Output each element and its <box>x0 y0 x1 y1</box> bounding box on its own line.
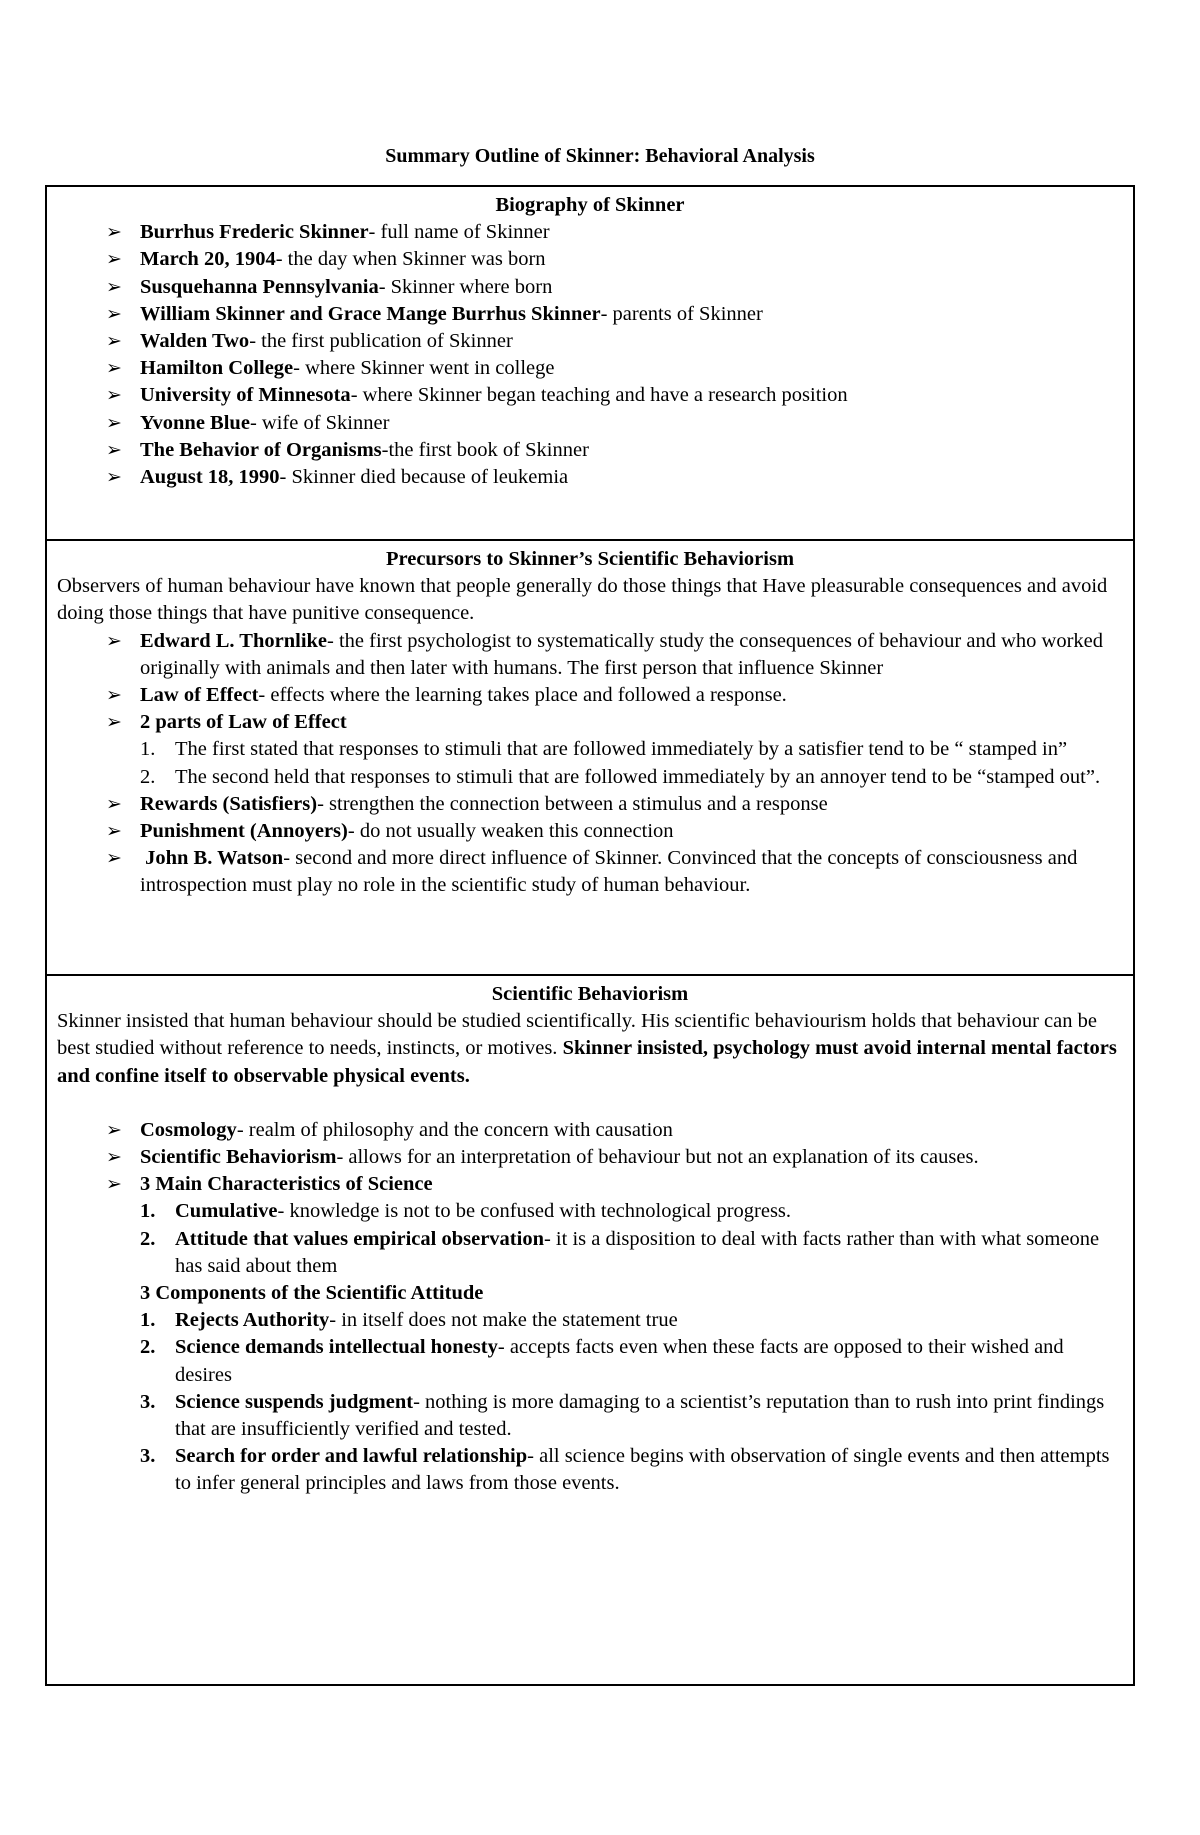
list-item: ➢ 3 Main Characteristics of Science <box>140 1171 1123 1198</box>
arrow-bullet-icon: ➢ <box>106 821 122 843</box>
list-item: ➢ Edward L. Thornlike- the first psychologist to systematically study the consequences of behaviour and who worked originally with animals and then later with humans. The first person that influence Skinner <box>106 629 1104 679</box>
precursors-section <box>47 541 1133 976</box>
components-heading: 3 Components of the Scientific Attitude <box>140 1282 484 1305</box>
list-item: ➢ The Behavior of Organisms-the first book of Skinner <box>140 437 1123 464</box>
arrow-bullet-icon: ➢ <box>106 222 122 244</box>
arrow-bullet-icon: ➢ <box>106 249 122 271</box>
precursors-list-2 <box>57 791 1123 900</box>
arrow-bullet-icon: ➢ <box>106 331 122 353</box>
list-item: ➢ Law of Effect- effects where the learning takes place and followed a response. <box>140 682 1123 709</box>
list-item: ➢ 2 parts of Law of Effect <box>140 709 1123 736</box>
characteristics-list <box>57 1198 1123 1280</box>
list-item: ➢ Burrhus Frederic Skinner- full name of Skinner <box>140 219 1123 246</box>
arrow-bullet-icon: ➢ <box>106 412 122 434</box>
list-item: ➢ University of Minnesota- where Skinner began teaching and have a research position <box>140 382 1123 409</box>
list-item: 1. The first stated that responses to stimuli that are followed immediately by a satisfier tend to be “ stamped in” <box>140 738 1068 761</box>
list-item: 3. Search for order and lawful relationship- all science begins with observation of single events and then attempts to infer general principles and laws from those events. <box>140 1445 1110 1495</box>
precursors-list <box>57 628 1123 737</box>
outline-table <box>45 185 1135 1686</box>
arrow-bullet-icon: ➢ <box>106 685 122 707</box>
document-title: Summary Outline of Skinner: Behavioral Analysis <box>385 145 815 167</box>
scientific-intro: Skinner insisted that human behaviour should be studied scientifically. His scientific behaviourism holds that behaviour can be best studied without reference to needs, instincts, or motives. Skinner insisted, psychology must avoid internal mental factors and confine itself to observable physical events. <box>57 1010 1117 1087</box>
law-of-effect-parts <box>57 736 1123 790</box>
list-item: ➢ Walden Two- the first publication of Skinner <box>140 328 1123 355</box>
arrow-bullet-icon: ➢ <box>106 385 122 407</box>
arrow-bullet-icon: ➢ <box>106 793 122 815</box>
precursors-intro: Observers of human behaviour have known that people generally do those things that Have pleasurable consequences and avoid doing those things that have punitive consequence. <box>57 575 1108 625</box>
list-item: ➢ August 18, 1990- Skinner died because of leukemia <box>140 464 1123 491</box>
arrow-bullet-icon: ➢ <box>106 439 122 461</box>
biography-list <box>57 219 1123 491</box>
list-item: ➢ Susquehanna Pennsylvania- Skinner where born <box>140 274 1123 301</box>
list-item: 3. Science suspends judgment- nothing is more damaging to a scientist’s reputation than to rush into print findings that are insufficiently verified and tested. <box>140 1390 1105 1441</box>
list-item: ➢ John B. Watson- second and more direct influence of Skinner. Convinced that the concepts of consciousness and introspection must play no role in the scientific study of human behaviour. <box>106 847 1078 897</box>
scientific-section <box>47 976 1133 1684</box>
components-list <box>57 1307 1123 1497</box>
list-item: ➢ Cosmology- realm of philosophy and the concern with causation <box>140 1117 1123 1144</box>
arrow-bullet-icon: ➢ <box>106 848 122 870</box>
biography-heading: Biography of Skinner <box>495 194 685 216</box>
arrow-bullet-icon: ➢ <box>106 467 122 489</box>
list-item: ➢ Punishment (Annoyers)- do not usually weaken this connection <box>140 818 1123 845</box>
arrow-bullet-icon: ➢ <box>106 630 122 652</box>
list-item: ➢ Rewards (Satisfiers)- strengthen the connection between a stimulus and a response <box>140 791 1123 818</box>
precursors-heading: Precursors to Skinner’s Scientific Behaviorism <box>385 548 795 570</box>
scientific-heading: Scientific Behaviorism <box>491 983 689 1005</box>
list-item: 1. Rejects Authority- in itself does not make the statement true <box>140 1309 678 1332</box>
list-item: 1. Cumulative- knowledge is not to be confused with technological progress. <box>140 1200 792 1223</box>
arrow-bullet-icon: ➢ <box>106 1174 122 1196</box>
list-item: ➢ William Skinner and Grace Mange Burrhus Skinner- parents of Skinner <box>140 301 1123 328</box>
list-item: 2. Attitude that values empirical observation- it is a disposition to deal with facts rather than with what someone has said about them <box>140 1227 1100 1277</box>
list-item: ➢ March 20, 1904- the day when Skinner was born <box>140 246 1123 273</box>
arrow-bullet-icon: ➢ <box>106 276 122 298</box>
list-item: ➢ Yvonne Blue- wife of Skinner <box>140 410 1123 437</box>
biography-section <box>47 187 1133 541</box>
scientific-list <box>57 1117 1123 1199</box>
arrow-bullet-icon: ➢ <box>106 712 122 734</box>
list-item: 2. Science demands intellectual honesty- accepts facts even when these facts are opposed to their wished and desires <box>140 1336 1064 1386</box>
list-item: 2. The second held that responses to stimuli that are followed immediately by an annoyer tend to be “stamped out”. <box>140 765 1101 788</box>
arrow-bullet-icon: ➢ <box>106 1147 122 1169</box>
arrow-bullet-icon: ➢ <box>106 303 122 325</box>
list-item: ➢ Hamilton College- where Skinner went in college <box>140 355 1123 382</box>
arrow-bullet-icon: ➢ <box>106 358 122 380</box>
arrow-bullet-icon: ➢ <box>106 1119 122 1141</box>
list-item: ➢ Scientific Behaviorism- allows for an interpretation of behaviour but not an explanation of its causes. <box>140 1144 1123 1171</box>
